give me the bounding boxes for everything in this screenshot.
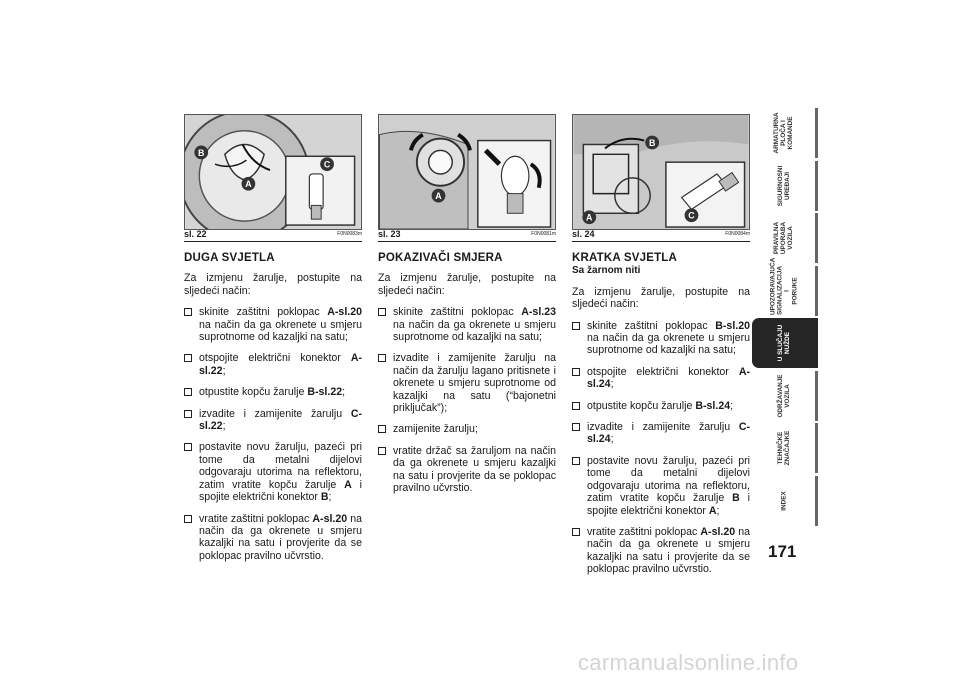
step-item [572, 526, 750, 576]
checkbox-bullet-icon [572, 423, 580, 431]
part-reference: A-sl.24 [587, 365, 750, 391]
section-subtitle: Sa žarnom niti [572, 265, 641, 277]
low-beam-bulb-photo [573, 115, 749, 229]
part-reference: B [732, 492, 740, 505]
section-turn-signals [378, 252, 556, 504]
checkbox-bullet-icon [378, 354, 386, 362]
step-text: otpustite kopču žarulje [199, 386, 308, 399]
figure-number: sl. 22 [184, 229, 207, 239]
callout-b [645, 136, 659, 150]
step-text: ; [342, 386, 346, 399]
step-text: ; [716, 504, 720, 517]
part-reference: B [320, 491, 329, 504]
part-reference: A [708, 504, 717, 517]
svg-text:B: B [198, 147, 205, 158]
section-title: KRATKA SVJETLA [572, 252, 678, 264]
chapter-tab[interactable] [752, 108, 818, 158]
step-item [572, 455, 750, 517]
checkbox-bullet-icon [184, 443, 192, 451]
watermark: carmanualsonline.info [578, 650, 799, 675]
caption-sl-23 [378, 229, 556, 241]
figure-sl-23 [378, 114, 556, 230]
chapter-tab-label: U SLUČAJU NUŽDE [776, 324, 791, 362]
chapter-tab-label: SIGURNOSNI UREĐAJI [776, 165, 791, 206]
step-text: i spojite električni konektor [587, 492, 750, 517]
chapter-tab[interactable] [752, 476, 818, 526]
step-text: ; [610, 378, 614, 391]
section-title: DUGA SVJETLA [184, 252, 275, 264]
part-reference: A-sl.20 [700, 525, 736, 538]
checkbox-bullet-icon [184, 308, 192, 316]
step-text: ; [222, 420, 226, 433]
callout-a [432, 189, 446, 203]
checkbox-bullet-icon [378, 447, 386, 455]
step-item [572, 400, 750, 412]
chapter-tab-label: TEHNIČKE ZNAČAJKE [776, 430, 791, 466]
section-title: POKAZIVAČI SMJERA [378, 252, 503, 264]
step-text: skinite zaštitni poklopac [587, 319, 716, 332]
figure-number: sl. 23 [378, 229, 401, 239]
step-text: postavite novu žarulju, pazeći pri tome da metalni dijelovi odgovaraju utorima na reflektoru, zatim vratite kopču žarulje [199, 441, 362, 491]
step-text: otspojite električni konektor [199, 352, 351, 365]
part-reference: C-sl.24 [587, 421, 750, 446]
chapter-tab-label: INDEX [779, 490, 787, 511]
figure-sl-24 [572, 114, 750, 230]
caption-sl-24 [572, 229, 750, 241]
steps-list [378, 306, 556, 494]
caption-divider [572, 241, 750, 242]
chapter-tabs [752, 108, 818, 528]
checkbox-bullet-icon [572, 528, 580, 536]
callout-b [194, 145, 208, 159]
step-item [572, 366, 750, 391]
step-text: otpustite kopču žarulje [587, 399, 696, 412]
step-item [184, 306, 362, 343]
section-low-beam [572, 252, 750, 585]
step-item [378, 445, 556, 495]
chapter-tab-label: ODRŽAVANJE VOZILA [776, 373, 791, 418]
section-intro: Za izmjenu žarulje, postupite na sljedeći način: [184, 272, 362, 297]
step-text: vratite zaštitni poklopac [587, 525, 701, 538]
svg-text:C: C [323, 159, 331, 170]
chapter-tab[interactable] [752, 318, 818, 368]
chapter-tab[interactable] [752, 257, 818, 316]
step-item [378, 306, 556, 343]
step-text: vratite držač sa žaruljom na način da ga okrenete u smjeru kazaljki na satu i provjerite da se poklopac pravilno učvrstio. [393, 444, 556, 495]
callout-a [582, 210, 596, 224]
chapter-tab[interactable] [752, 371, 818, 421]
figure-code: F0N0083m [337, 231, 362, 237]
chapter-tab-label: PRAVILNA UPORABA VOZILA [772, 221, 795, 255]
step-text: na način da ga okrenete u smjeru suprotnome od kazaljki na satu; [199, 318, 362, 344]
svg-text:A: A [435, 191, 442, 202]
checkbox-bullet-icon [184, 410, 192, 418]
chapter-tab-label: ARMATURNA PLOČA I KOMANDE [772, 112, 795, 154]
checkbox-bullet-icon [184, 354, 192, 362]
step-text: ; [222, 364, 226, 377]
callout-c [685, 208, 699, 222]
step-item [378, 352, 556, 414]
section-intro: Za izmjenu žarulje, postupite na sljedeći način: [572, 285, 750, 311]
step-text: na način da ga okrenete u smjeru kazaljki na satu i provjerite da se poklopac pravilno učvrstio. [587, 525, 750, 576]
svg-text:A: A [586, 212, 593, 223]
step-text: na način da ga okrenete u smjeru suprotnome od kazaljki na satu; [393, 318, 556, 344]
step-item [184, 386, 362, 398]
part-reference: A [344, 478, 352, 491]
step-text: skinite zaštitni poklopac [199, 306, 328, 319]
checkbox-bullet-icon [184, 515, 192, 523]
callout-c [320, 157, 334, 171]
checkbox-bullet-icon [572, 368, 580, 376]
section-high-beam [184, 252, 362, 571]
page-number: 171 [768, 542, 797, 561]
checkbox-bullet-icon [572, 322, 580, 330]
checkbox-bullet-icon [378, 425, 386, 433]
figure-number: sl. 24 [572, 229, 595, 239]
figure-code: F0N0081m [531, 231, 556, 237]
svg-text:B: B [648, 137, 656, 148]
step-text: izvadite i zamijenite žarulju na način da žarulju lagano pritisnete i okrenete u smjeru suprotnome od kazaljki na satu (“bajonetni priključak”); [393, 352, 556, 415]
caption-divider [378, 241, 556, 242]
part-reference: C-sl.22 [199, 407, 362, 433]
step-item [378, 423, 556, 435]
step-text: ; [730, 399, 734, 412]
checkbox-bullet-icon [184, 388, 192, 396]
step-text: i spojite električni konektor [199, 478, 362, 504]
step-item [184, 352, 362, 377]
part-reference: A-sl.20 [312, 512, 348, 525]
step-item [572, 320, 750, 357]
section-intro: Za izmjenu žarulje, postupite na sljedeći način: [378, 272, 556, 297]
part-reference: B-sl.20 [715, 319, 750, 332]
caption-sl-22 [184, 229, 362, 241]
high-beam-bulb-photo [185, 115, 361, 229]
step-text: postavite novu žarulju, pazeći pri tome da metalni dijelovi odgovaraju utorima na reflektoru, zatim vratite kopču žarulje [587, 454, 750, 505]
checkbox-bullet-icon [378, 308, 386, 316]
step-text: na način da ga okrenete u smjeru kazaljki na satu i provjerite da se poklopac pravilno učvrstio. [199, 512, 362, 562]
step-item [184, 513, 362, 563]
step-item [184, 441, 362, 503]
part-reference: A-sl.22 [199, 352, 362, 377]
chapter-tab[interactable] [752, 161, 818, 211]
steps-list [572, 320, 750, 576]
chapter-tab[interactable] [752, 213, 818, 263]
chapter-tab[interactable] [752, 423, 818, 473]
step-text: ; [328, 491, 332, 504]
svg-text:A: A [245, 179, 252, 190]
svg-text:C: C [688, 210, 695, 221]
step-text: skinite zaštitni poklopac [393, 306, 522, 319]
chapter-tab-label: UPOZORAVAJUĆA SIGNALIZACIJA I PORUKE [769, 257, 798, 315]
step-text: otspojite električni konektor [587, 365, 739, 378]
part-reference: A-sl.23 [521, 306, 556, 319]
part-reference: A-sl.20 [327, 306, 362, 319]
checkbox-bullet-icon [572, 457, 580, 465]
step-text: zamijenite žarulju; [393, 423, 478, 436]
step-text: na način da ga okrenete u smjeru suprotnome od kazaljki na satu; [587, 332, 750, 357]
turn-signal-bulb-photo [379, 115, 555, 229]
part-reference: B-sl.22 [307, 386, 343, 399]
step-text: izvadite i zamijenite žarulju [587, 421, 739, 434]
step-text: vratite zaštitni poklopac [199, 512, 313, 525]
part-reference: B-sl.24 [695, 399, 731, 412]
callout-a [242, 177, 256, 191]
step-item [184, 408, 362, 433]
step-text: ; [610, 433, 614, 446]
step-item [572, 421, 750, 446]
steps-list [184, 306, 362, 562]
caption-divider [184, 241, 362, 242]
step-text: izvadite i zamijenite žarulju [199, 407, 351, 420]
checkbox-bullet-icon [572, 402, 580, 410]
figure-code: F0N0084m [725, 231, 750, 237]
figure-sl-22 [184, 114, 362, 230]
